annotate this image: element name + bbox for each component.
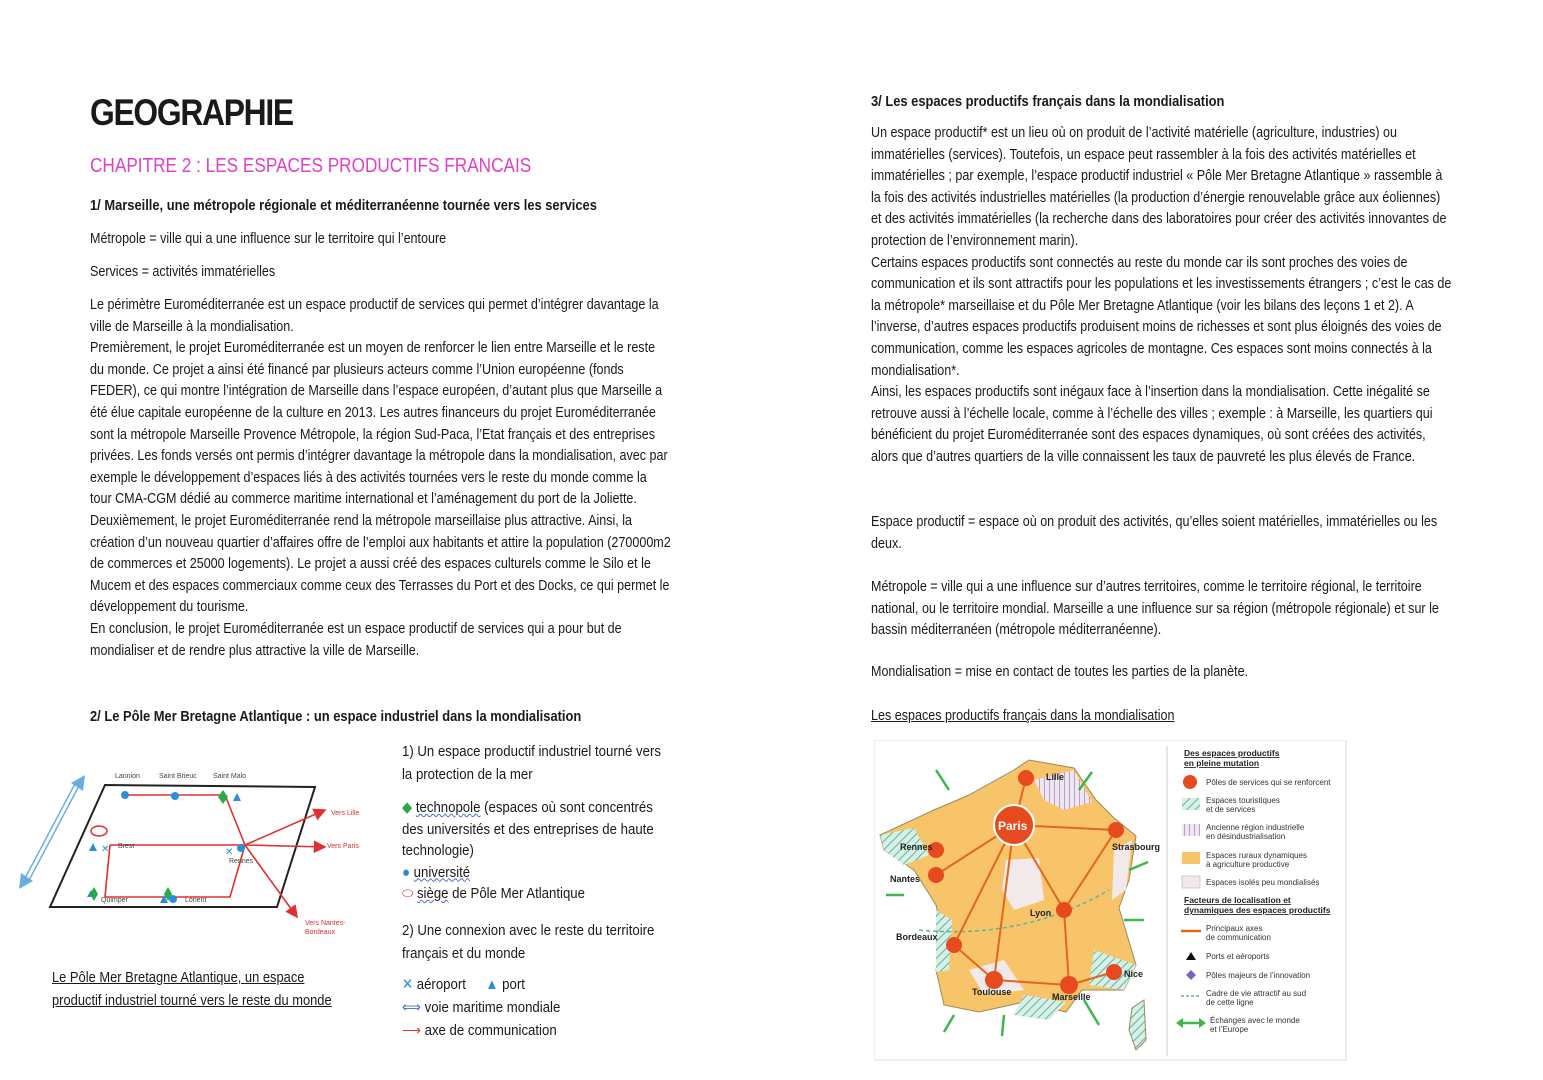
axe-text: axe de communication: [424, 1021, 557, 1039]
label-rennes: Rennes: [229, 858, 254, 865]
legend-heading: en pleine mutation: [1184, 758, 1260, 768]
paragraph: En conclusion, le projet Euroméditerranée est un espace productif de services qui a pour but de mondialiser et de rendre plus attractive la ville de Marseille.: [90, 620, 622, 659]
communication-network: [105, 795, 325, 917]
legend-axes: de communication: [1206, 933, 1271, 942]
definition-metropole: Métropole = ville qui a une influence sur le territoire qui l’entoure: [90, 231, 447, 247]
label-bordeaux: Bordeaux: [305, 929, 335, 936]
city-strasbourg: Strasbourg: [1112, 842, 1161, 852]
legend-siege: [402, 883, 661, 905]
legend-indus: en désindustrialisation: [1206, 832, 1286, 841]
city-rennes: Rennes: [900, 842, 933, 852]
label-saint-malo: Saint Malo: [213, 773, 247, 780]
double-arrow-icon: ⟺: [402, 998, 421, 1016]
pole-mer-diagram: [15, 765, 375, 945]
section-3-body: [871, 123, 1452, 469]
definition-mondialisation: Mondialisation = mise en contact de toutes les parties de la planète.: [871, 664, 1249, 680]
siege-text: de Pôle Mer Atlantique: [448, 885, 585, 902]
diagram-legend: [402, 740, 661, 1042]
label-lorient: Lorient: [185, 897, 207, 904]
map-caption: Les espaces productifs français dans la mondialisation: [871, 708, 1175, 724]
legend-isoles: Espaces isolés peu mondialisés: [1206, 878, 1320, 887]
city-nantes: Nantes: [890, 874, 921, 884]
aeroport-text: aéroport: [416, 975, 466, 993]
voie-maritime-text: voie maritime mondiale: [424, 998, 561, 1016]
svg-text:✕: ✕: [101, 844, 110, 855]
paragraph: Le périmètre Euroméditerranée est un espace productif de services qui permet d’intégrer davantage la ville de Marseille à la mondialisation.: [90, 297, 659, 335]
page-title: GEOGRAPHIE: [90, 92, 293, 133]
label-lannion: Lannion: [115, 773, 140, 780]
definition-metropole-right: Métropole = ville qui a une influence sur d’autres territoires, comme le territoire régional, le territoire national, ou le territoire mondial. Marseille a une influence sur sa région (métropole régionale) et sur le bassin méditerranéen (métropole méditerranéenne).: [871, 579, 1439, 639]
section-3-heading: 3/ Les espaces productifs français dans la mondialisation: [871, 93, 1225, 110]
paragraph: Deuxièmement, le projet Euroméditerranée rend la métropole marseillaise plus attractive. Ainsi, la création d’un nouveau quartier d’affaires offre de l’emploi aux habitants et attire la population (270000m2 de commerces et 25000 logements). Le projet a aussi créé des espaces culturels comme le Silo et le Mucem et des espaces commerciaux comme ceux des Terrasses du Port et des Docks, ce qui permet le développement du tourisme.: [90, 512, 671, 616]
legend-universite: [402, 862, 661, 884]
paragraph: Un espace productif* est un lieu où on produit de l’activité matérielle (agriculture, industries) ou immatérielles (services). Toutefois, un espace peut rassembler à la fois des activités matérielles et immatérielles ; par exemple, l’espace productif industriel « Pôle Mer Bretagne Atlantique » rassemble à la fois des activités industrielles matérielles (la production d’énergie renouvelable grâce aux éoliennes) et des activités immatérielles (la recherche dans des laboratoires pour créer des activités innovantes de protection de l’environnement marin).: [871, 125, 1447, 249]
section-1-heading: 1/ Marseille, une métropole régionale et méditerranéenne tournée vers les services: [90, 197, 597, 214]
technopole-text: technologie): [402, 842, 474, 859]
france-map: [874, 740, 1348, 1062]
legend-rural: à agriculture productive: [1206, 860, 1290, 869]
section-2-heading: 2/ Le Pôle Mer Bretagne Atlantique : un espace industriel dans la mondialisation: [90, 708, 582, 725]
siege-icon: ⬭: [402, 885, 414, 902]
legend-ports: Ports et aéroports: [1206, 952, 1270, 961]
city-toulouse: Toulouse: [972, 987, 1012, 997]
figure-caption: [52, 966, 332, 1012]
technopole-word: technopole: [415, 799, 481, 816]
technopole-text: (espaces où sont concentrés: [480, 799, 653, 816]
paragraph: Premièrement, le projet Euroméditerranée est un moyen de renforcer le lien entre Marseille et le reste du monde. Ce projet a ainsi été financé par plusieurs acteurs comme l’Union européenne (fonds FEDER), ce qui montre l’intégration de Marseille dans l’espace européen, d’autant plus que Marseille a été élue capitale européenne de la culture en 2013. Les autres financeurs du projet Euroméditerranée sont la métropole Marseille Provence Métropole, la région Sud-Paca, l’Etat français et des entreprises privées. Les fonds versés ont permis d’intégrer davantage la métropole dans la mondialisation, avec par exemple le développement d’espaces liés à des activités tournées vers le reste du monde comme la tour CMA-CGM dédié au commerce maritime international et l’aménagement du port de la Joliette.: [90, 340, 668, 508]
legend-tour: et de services: [1206, 805, 1256, 814]
figure-caption-line: productif industriel tourné vers le reste du monde: [52, 992, 332, 1009]
legend-cadre: de cette ligne: [1206, 998, 1254, 1007]
technopole-icon: ◆: [402, 799, 413, 816]
legend-rural: Espaces ruraux dynamiques: [1206, 851, 1307, 860]
universite-text: université: [413, 863, 471, 881]
legend-axes: Principaux axes: [1206, 924, 1263, 933]
legend-axe: [402, 1019, 661, 1042]
siege-word: siège: [416, 885, 449, 902]
legend-heading: Facteurs de localisation et: [1184, 895, 1291, 905]
maritime-route-arrow: [19, 775, 85, 889]
legend-heading: dynamiques des espaces productifs: [1184, 905, 1331, 915]
city-lille: Lille: [1046, 772, 1065, 782]
city-marseille: Marseille: [1052, 992, 1091, 1002]
port-text: port: [502, 975, 525, 993]
city-bordeaux: Bordeaux: [896, 932, 938, 942]
legend-transport: [402, 973, 661, 996]
label-quimper: Quimper: [101, 897, 128, 904]
label-vers-nantes: Vers Nantes-: [305, 920, 346, 927]
universite-icon: ●: [402, 863, 410, 881]
label-brest: Brest: [118, 843, 135, 850]
legend-tour: Espaces touristiques: [1206, 796, 1280, 805]
svg-text:✕: ✕: [225, 847, 234, 858]
definition-espace-productif: Espace productif = espace où on produit des activités, qu’elles soient matérielles, immatérielles ou les deux.: [871, 514, 1438, 552]
red-arrow-icon: ⟶: [402, 1021, 421, 1039]
definition-services: Services = activités immatérielles: [90, 264, 276, 280]
map-symbols: [87, 790, 245, 903]
legend-echanges: et l’Europe: [1210, 1025, 1249, 1034]
legend-indus: Ancienne région industrielle: [1206, 823, 1305, 832]
figure-caption-line: Le Pôle Mer Bretagne Atlantique, un espace: [52, 969, 305, 986]
city-lyon: Lyon: [1030, 908, 1052, 918]
section-1-body: [90, 295, 671, 662]
legend-part1-title: 1) Un espace productif industriel tourné vers: [402, 743, 662, 760]
legend-part1-title: la protection de la mer: [402, 766, 533, 783]
label-vers-paris: Vers Paris: [327, 843, 359, 850]
legend-echanges: Échanges avec le monde: [1210, 1016, 1300, 1025]
legend-part2-title: 2) Une connexion avec le reste du territoire: [402, 921, 655, 939]
aeroport-icon: ✕: [402, 975, 414, 993]
legend-heading: Des espaces productifs: [1184, 748, 1280, 758]
technopole-text: des universités et des entreprises de haute: [402, 820, 654, 838]
label-vers-lille: Vers Lille: [331, 810, 360, 817]
paragraph: Certains espaces productifs sont connectés au reste du monde car ils sont proches des voies de communication et ils sont attractifs pour les populations et les investissements étrangers ; c’est le cas de la métropole* marseillaise et du Pôle Mer Bretagne Atlantique (voir les bilans des leçons 1 et 2). A l’inverse, d’autres espaces productifs produisent moins de richesses et sont plus éloignés des voies de communication, comme les espaces agricoles de montagne. Ces espaces sont moins connectés à la mondialisation*.: [871, 254, 1452, 379]
label-saint-brieuc: Saint Brieuc: [159, 773, 197, 780]
chapter-title: CHAPITRE 2 : LES ESPACES PRODUCTIFS FRANCAIS: [90, 155, 532, 177]
legend-innov: Pôles majeurs de l’innovation: [1206, 971, 1311, 980]
legend-voie-maritime: [402, 996, 661, 1019]
legend-technopole: [402, 797, 661, 862]
port-icon: ▲: [485, 975, 499, 993]
paragraph: Ainsi, les espaces productifs sont inégaux face à l’insertion dans la mondialisation. Cette inégalité se retrouve aussi à l’échelle locale, comme à l’échelle des villes ; exemple : à Marseille, les quartiers qui bénéficient du projet Euroméditerranée sont des espaces dynamiques, où sont créées des activités, alors que d’autres quartiers de la ville connaissent les taux de pauvreté les plus élevés de France.: [871, 384, 1433, 465]
legend-part2-title: français et du monde: [402, 944, 526, 962]
legend-cadre: Cadre de vie attractif au sud: [1206, 989, 1307, 998]
legend-poles: Pôles de services qui se renforcent: [1206, 778, 1331, 787]
city-paris: Paris: [998, 819, 1028, 833]
city-nice: Nice: [1124, 969, 1144, 979]
